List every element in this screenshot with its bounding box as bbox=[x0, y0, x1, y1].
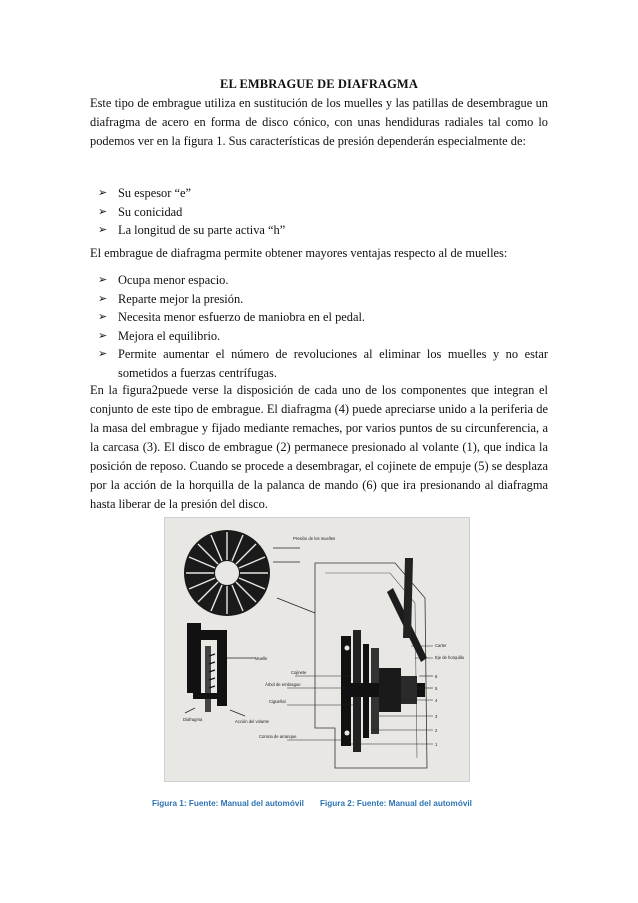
figure-1-caption: Figura 1: Fuente: Manual del automóvil bbox=[152, 799, 304, 808]
figure-description-paragraph: En la figura2puede verse la disposición de cada uno de los componentes que integran el conjunto de este tipo de embrague. El diafragma (4) puede apreciarse unido a la periferia de la masa del embrague y fijado mediante remaches, por varios puntos de su circunferencia, a la carcasa (3). El disco de embrague (2) permanece presionado al volante (1), que indica la posición de reposo. Cuando se procede a desembragar, el cojinete de empuje (5) se desplaza por la acción de la horquilla de la palanca de mando (6) que ira presionando al diafragma hasta liberar de la presión del disco. bbox=[90, 383, 548, 511]
clutch-diagram-illustration bbox=[165, 518, 469, 781]
bullet-arrow-icon: ➢ bbox=[98, 291, 108, 305]
label-ciguenal: Cigüeñal bbox=[269, 699, 286, 704]
document-title: EL EMBRAGUE DE DIAFRAGMA bbox=[220, 77, 418, 91]
list-item: ➢ Permite aumentar el número de revoluciones al eliminar los muelles y no estar sometidos a fuerzas centrífugas. bbox=[98, 347, 548, 380]
bullet-arrow-icon: ➢ bbox=[98, 347, 108, 361]
label-number-5: 5 bbox=[435, 686, 438, 691]
label-presion-muelles: Presión de los muelles bbox=[293, 536, 336, 541]
label-number-1: 1 bbox=[435, 742, 438, 747]
advantages-list bbox=[96, 271, 548, 383]
label-muelle: Muelle bbox=[255, 656, 268, 661]
label-number-6: 6 bbox=[435, 674, 438, 679]
figure-2-caption: Figura 2: Fuente: Manual del automóvil bbox=[320, 799, 472, 808]
label-eje-horquilla: Eje de horquilla bbox=[435, 655, 464, 660]
bullet-arrow-icon: ➢ bbox=[98, 204, 108, 218]
label-number-3: 3 bbox=[435, 714, 438, 719]
bullet-arrow-icon: ➢ bbox=[98, 310, 108, 324]
list-item: ➢ La longitud de su parte activa “h” bbox=[96, 221, 548, 240]
diaphragm-disc-drawing bbox=[184, 530, 270, 616]
list-item: ➢ Su conicidad bbox=[96, 203, 548, 222]
advantages-intro: El embrague de diafragma permite obtener mayores ventajas respecto al de muelles: bbox=[90, 246, 508, 260]
label-cojinete: Cojinete bbox=[291, 670, 307, 675]
bullet-arrow-icon: ➢ bbox=[98, 328, 108, 342]
list-item: ➢ Ocupa menor espacio. bbox=[96, 271, 548, 290]
clutch-diagram-figure bbox=[164, 517, 470, 782]
bullet-arrow-icon: ➢ bbox=[98, 186, 108, 199]
label-carter: Carter bbox=[435, 643, 447, 648]
list-item: ➢ Reparte mejor la presión. bbox=[96, 290, 548, 309]
characteristics-list bbox=[96, 184, 548, 240]
label-number-4: 4 bbox=[435, 698, 438, 703]
label-number-2: 2 bbox=[435, 728, 438, 733]
list-item: ➢ Necesita menor esfuerzo de maniobra en el pedal. bbox=[96, 308, 548, 327]
label-arbol-embrague: Árbol de embrague bbox=[265, 682, 301, 687]
label-corona-arranque: Corona de arranque bbox=[259, 734, 297, 739]
bullet-arrow-icon: ➢ bbox=[98, 273, 108, 286]
label-diafragma: Diafragma bbox=[183, 717, 203, 722]
list-item: ➢ Su espesor “e” bbox=[96, 184, 548, 203]
intro-paragraph: Este tipo de embrague utiliza en sustitución de los muelles y las patillas de desembrague un diafragma de acero en forma de disco cónico, con unas hendiduras radiales tal como lo podemos ver en la figura 1. Sus características de presión dependerán especialmente de: bbox=[90, 96, 548, 148]
list-item: ➢ Mejora el equilibrio. bbox=[96, 327, 548, 346]
bullet-arrow-icon: ➢ bbox=[98, 223, 108, 237]
label-accion-volante: Acción del volante bbox=[235, 719, 269, 724]
